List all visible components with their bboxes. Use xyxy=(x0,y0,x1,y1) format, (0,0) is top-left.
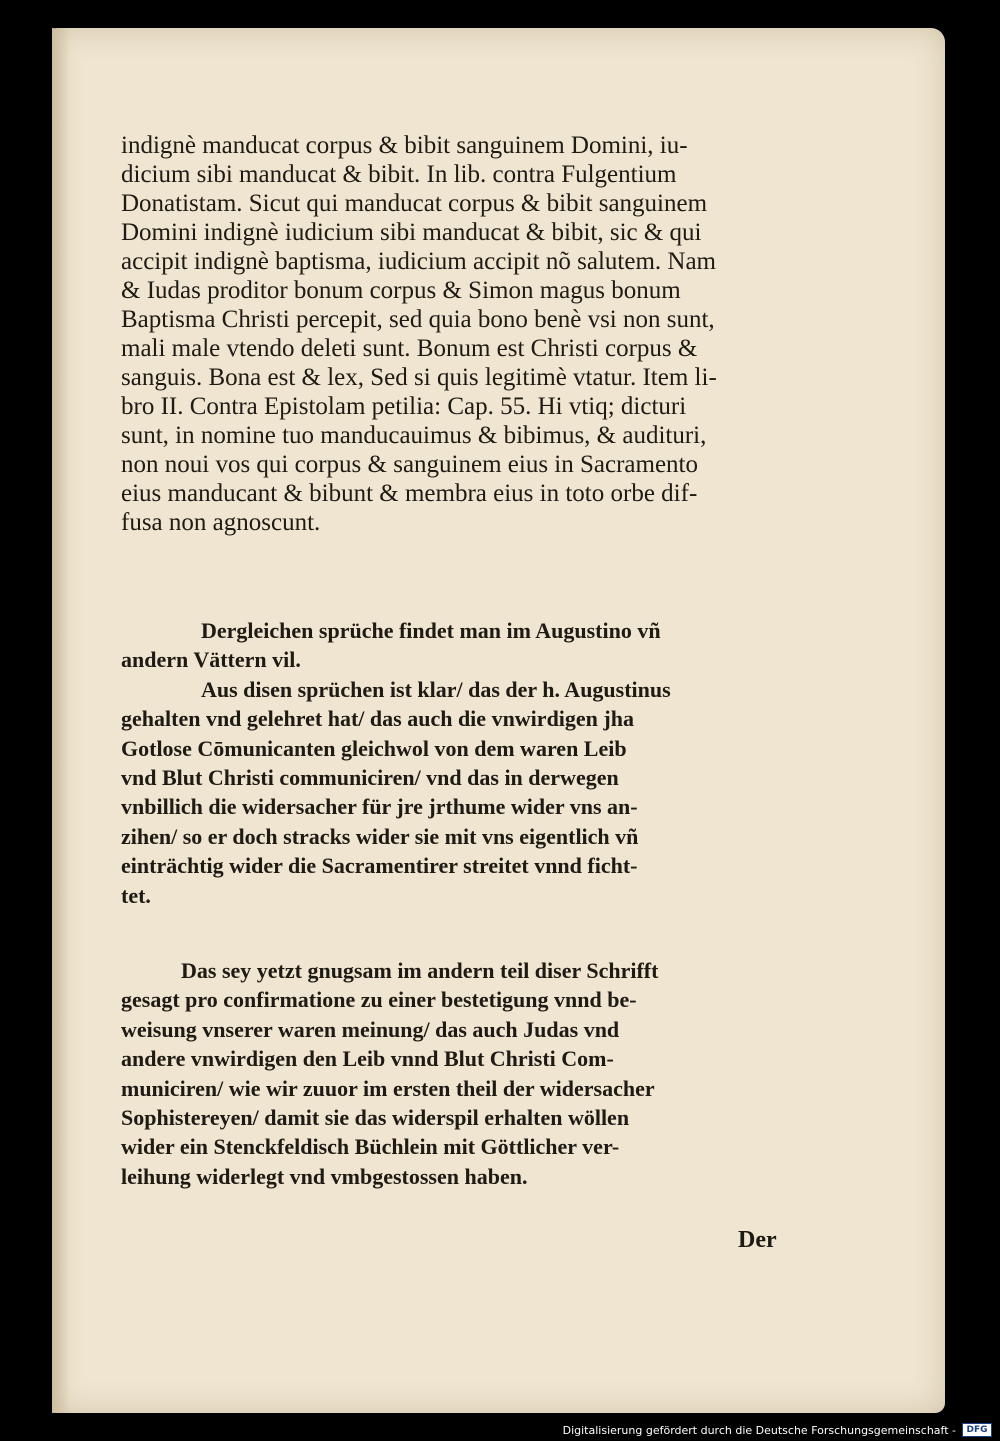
text-line: einträchtig wider die Sacramentirer streitet vnnd ficht- xyxy=(121,853,638,879)
text-line: weisung vnserer waren meinung/ das auch Judas vnd xyxy=(121,1016,620,1042)
text-line: accipit indignè baptisma, iudicium accipit nõ salutem. Nam xyxy=(121,248,716,275)
latin-paragraph xyxy=(121,131,717,537)
text-line: eius manducant & bibunt & membra eius in toto orbe dif- xyxy=(121,480,698,507)
german-paragraph-2 xyxy=(121,956,658,1191)
text-line: sunt, in nomine tuo manducauimus & bibimus, & audituri, xyxy=(121,422,707,449)
text-line: vnd Blut Christi communiciren/ vnd das in derwegen xyxy=(121,764,619,790)
text-line: tet. xyxy=(121,882,151,908)
text-line: Dergleichen sprüche findet man im Augustino vñ xyxy=(201,618,661,643)
text-line: Donatistam. Sicut qui manducat corpus & bibit sanguinem xyxy=(121,190,708,217)
text-line: Sophistereyen/ damit sie das widerspil erhalten wöllen xyxy=(121,1104,630,1130)
text-line: andere vnwirdigen den Leib vnnd Blut Christi Com- xyxy=(121,1046,614,1072)
footer-credit-text: Digitalisierung gefördert durch die Deutsche Forschungsgemeinschaft - xyxy=(562,1423,956,1437)
text-line: Das sey yetzt gnugsam im andern teil diser Schrifft xyxy=(181,958,659,983)
digitization-credit xyxy=(563,1423,992,1437)
text-line: municiren/ wie wir zuuor im ersten theil der widersacher xyxy=(121,1075,655,1101)
text-line: zihen/ so er doch stracks wider sie mit vns eigentlich vñ xyxy=(121,823,639,849)
text-line: wider ein Stenckfeldisch Büchlein mit Göttlicher ver- xyxy=(121,1134,620,1160)
text-line: Aus disen sprüchen ist klar/ das der h. Augustinus xyxy=(201,676,671,702)
catchword: Der xyxy=(738,1227,777,1253)
text-line: Baptisma Christi percepit, sed quia bono benè vsi non sunt, xyxy=(121,306,715,333)
dfg-logo: DFG xyxy=(962,1423,992,1437)
text-line: non noui vos qui corpus & sanguinem eius in Sacramento xyxy=(121,451,699,478)
text-line: Gotlose Cōmunicanten gleichwol von dem waren Leib xyxy=(121,735,627,761)
text-line: leihung widerlegt vnd vmbgestossen haben. xyxy=(121,1163,528,1189)
text-line: indignè manducat corpus & bibit sanguinem Domini, iu- xyxy=(121,132,688,159)
text-line: mali male vtendo deleti sunt. Bonum est Christi corpus & xyxy=(121,335,698,362)
german-paragraph-1 xyxy=(121,616,671,910)
text-line: gehalten vnd gelehret hat/ das auch die vnwirdigen jha xyxy=(121,706,634,732)
text-line: sanguis. Bona est & lex, Sed si quis legitimè vtatur. Item li- xyxy=(121,364,717,391)
text-line: gesagt pro confirmatione zu einer bestetigung vnnd be- xyxy=(121,987,637,1013)
page-gutter-shadow xyxy=(52,28,70,1413)
text-line: bro II. Contra Epistolam petilia: Cap. 55. Hi vtiq; dicturi xyxy=(121,393,687,420)
text-line: Domini indignè iudicium sibi manducat & bibit, sic & qui xyxy=(121,219,702,246)
text-line: fusa non agnoscunt. xyxy=(121,509,321,536)
text-line: andern Vättern vil. xyxy=(121,647,301,673)
text-line: & Iudas proditor bonum corpus & Simon magus bonum xyxy=(121,277,681,304)
text-line: vnbillich die widersacher für jre jrthume wider vns an- xyxy=(121,794,638,820)
text-line: dicium sibi manducat & bibit. In lib. contra Fulgentium xyxy=(121,161,677,188)
